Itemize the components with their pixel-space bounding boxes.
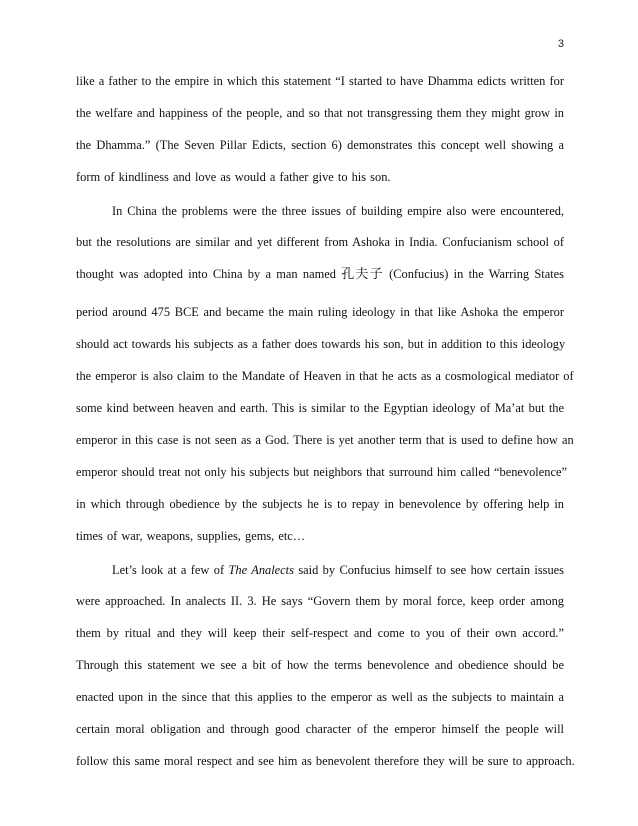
body-line: period around 475 BCE and became the main ruling ideology in that like Ashoka the emperor (76, 305, 564, 319)
body-line: in which through obedience by the subjects he is to repay in benevolence by offering help in (76, 497, 564, 511)
body-line: the Dhamma.” (The Seven Pillar Edicts, section 6) demonstrates this concept well showing a (76, 138, 564, 152)
paragraph-first-line (112, 562, 564, 578)
book-title: The Analects (228, 563, 294, 577)
body-line: should act towards his subjects as a father does towards his son, but in addition to this ideology (76, 337, 566, 351)
body-line (76, 266, 564, 283)
line-text: (Confucius) in the Warring States (383, 267, 564, 281)
line-text: thought was adopted into China by a man named (76, 267, 342, 281)
body-line: times of war, weapons, supplies, gems, etc… (76, 529, 306, 543)
line-text: Let’s look at a few of (112, 563, 229, 577)
chinese-name-text: 孔夫子 (341, 267, 384, 282)
body-line: some kind between heaven and earth. This is similar to the Egyptian ideology of Ma’at but the (76, 401, 564, 415)
body-line: certain moral obligation and through good character of the emperor himself the people will (76, 722, 564, 736)
line-text: said by Confucius himself to see how certain issues (293, 563, 565, 577)
page-number: 3 (557, 38, 564, 50)
body-line: were approached. In analects II. 3. He says “Govern them by moral force, keep order among (76, 594, 564, 608)
body-line: emperor in this case is not seen as a God. There is yet another term that is used to define how an (76, 433, 574, 447)
body-line: but the resolutions are similar and yet different from Ashoka in India. Confucianism school of (76, 235, 564, 249)
body-line: form of kindliness and love as would a father give to his son. (76, 170, 391, 184)
body-line: follow this same moral respect and see him as benevolent therefore they will be sure to approach. (76, 754, 575, 768)
body-line: like a father to the empire in which this statement “I started to have Dhamma edicts written for (76, 74, 564, 88)
body-line: Through this statement we see a bit of how the terms benevolence and obedience should be (76, 658, 564, 672)
body-line: the welfare and happiness of the people, and so that not transgressing them they might grow in (76, 106, 564, 120)
body-line: enacted upon in the since that this applies to the emperor as well as the subjects to maintain a (76, 690, 564, 704)
body-line: them by ritual and they will keep their self-respect and come to you of their own accord.” (76, 626, 564, 640)
body-line: the emperor is also claim to the Mandate of Heaven in that he acts as a cosmological mediator of (76, 369, 574, 383)
paragraph-first-line: In China the problems were the three issues of building empire also were encountered, (112, 204, 564, 218)
body-line: emperor should treat not only his subjects but neighbors that surround him called “benevolence” (76, 465, 567, 479)
